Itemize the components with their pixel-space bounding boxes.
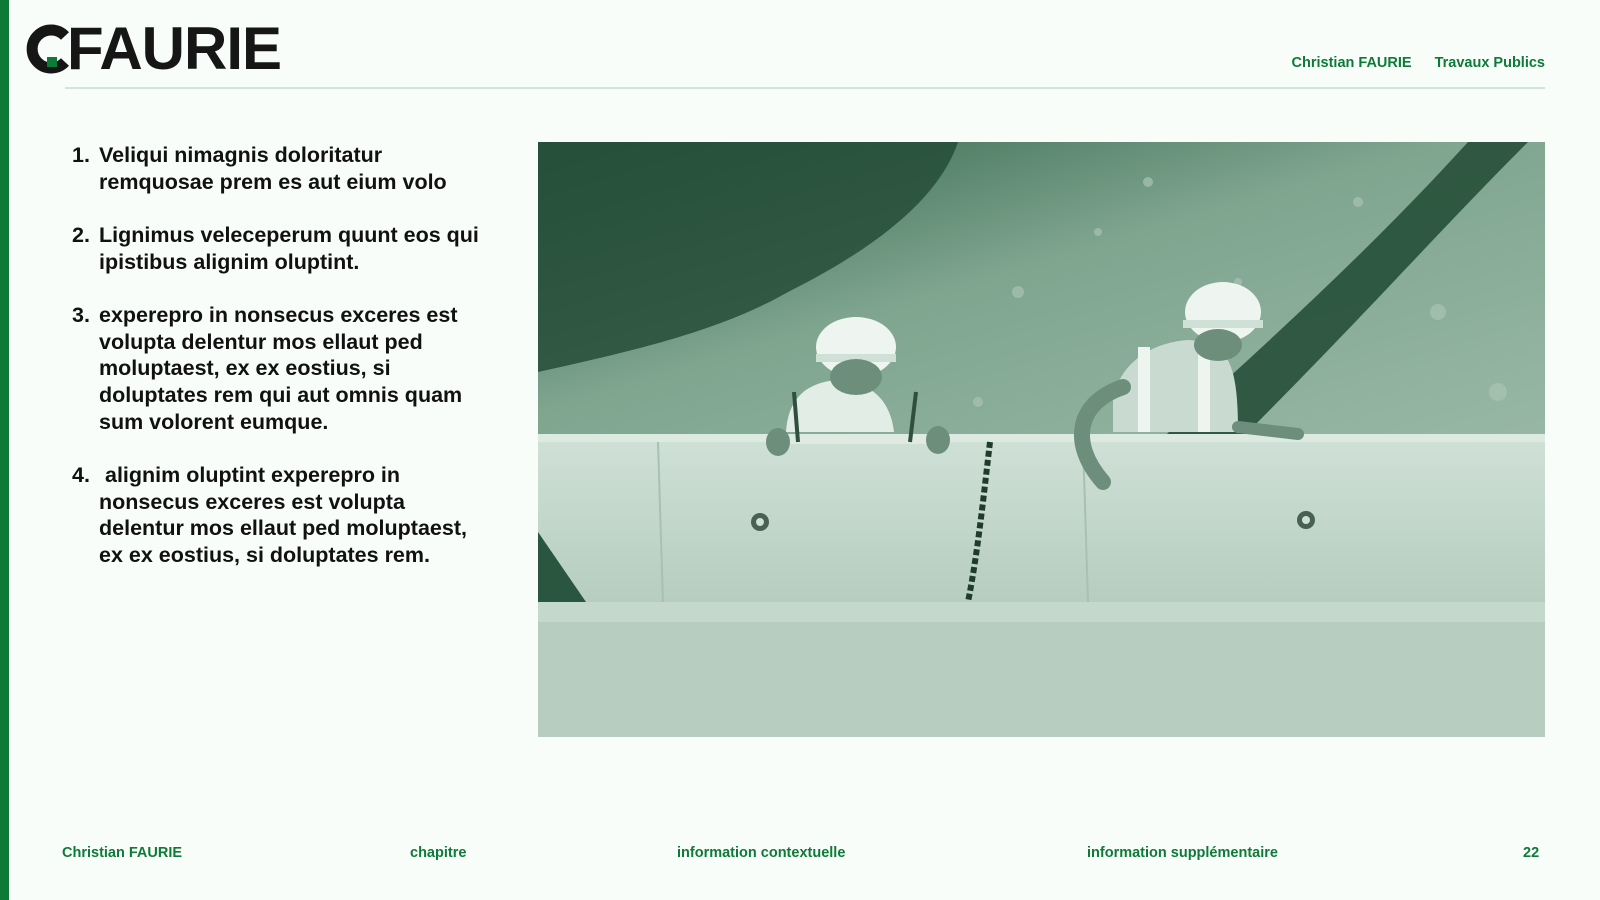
footer-chapter: chapitre <box>410 845 467 861</box>
header-meta <box>1292 55 1545 71</box>
header-company: Christian FAURIE <box>1291 55 1412 71</box>
list-item <box>72 142 492 195</box>
list-item <box>72 222 492 275</box>
list-item-text: Veliqui nimagnis doloritatur remquosae prem es aut eium volo <box>99 143 447 194</box>
list-item <box>72 302 492 436</box>
list-item-text: Lignimus veleceperum quunt eos qui ipistibus alignim oluptint. <box>99 222 485 274</box>
accent-side-bar <box>0 0 9 900</box>
logo-wordmark: FAURIE <box>67 15 282 82</box>
header-division: Travaux Publics <box>1434 55 1545 71</box>
footer-extra: information supplémentaire <box>1087 845 1278 861</box>
list-item-number: 1. <box>72 143 90 167</box>
page-number: 22 <box>1523 845 1540 861</box>
list-item-number: 2. <box>72 222 90 247</box>
header-divider <box>65 87 1545 89</box>
list-item-number: 4. <box>72 462 90 487</box>
list-item <box>72 462 492 569</box>
list-item-text: experepro in nonsecus exceres est volupta delentur mos ellaut ped moluptaest, ex ex eostius, si doluptates rem qui aut omnis quam sum volorent eumque. <box>99 302 469 434</box>
numbered-list <box>72 142 492 595</box>
construction-workers-photo <box>538 142 1545 737</box>
list-item-text: alignim oluptint experepro in nonsecus exceres est volupta delentur mos ellaut ped moluptaest, ex ex eostius, si doluptates rem. <box>99 462 473 567</box>
list-item-number: 3. <box>72 302 90 327</box>
footer-context: information contextuelle <box>677 845 846 861</box>
cf-logo-mark-icon <box>25 24 69 74</box>
company-logo <box>25 15 282 82</box>
footer-company: Christian FAURIE <box>62 845 183 861</box>
